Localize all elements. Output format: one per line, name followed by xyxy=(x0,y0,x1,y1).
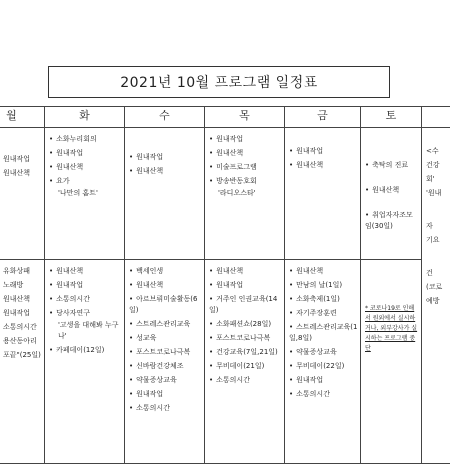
schedule-table xyxy=(0,106,450,464)
list-item: • 포스트코로나극복 xyxy=(129,347,202,358)
day-header-sat: 토 xyxy=(361,107,422,128)
cell-w1-thu xyxy=(205,128,285,260)
list-item: • 원내작업 xyxy=(289,146,358,157)
list-item: • 거주인 인권교육(14일) xyxy=(209,294,282,316)
list-item: <수 xyxy=(426,146,450,157)
list-item: • 성교육 xyxy=(129,333,202,344)
day-header-mon: 월 xyxy=(0,107,45,128)
list-item: • 무비데이(21일) xyxy=(209,361,282,372)
cell-w1-wed xyxy=(125,128,205,260)
list-item: • 원내산책 xyxy=(365,185,419,196)
cell-w2-sat xyxy=(361,260,422,464)
list-item: • 소통의시간 xyxy=(49,294,122,305)
cell-w2-wed xyxy=(125,260,205,464)
cell-w2-thu xyxy=(205,260,285,464)
title-box xyxy=(48,66,390,98)
list-item: 원내산책 xyxy=(3,294,42,305)
list-item-sub: '나만의 홈트' xyxy=(49,188,122,199)
cell-w2-tue xyxy=(45,260,125,464)
week-row-1 xyxy=(0,128,450,260)
list-item: • 방송반동호회 xyxy=(209,176,282,187)
list-item: • 원내작업 xyxy=(289,375,358,386)
list-item: • 원내작업 xyxy=(209,280,282,291)
list-item: 자 xyxy=(426,221,450,232)
list-item: • 신바람건강체조 xyxy=(129,361,202,372)
list-item: (코로 xyxy=(426,282,450,293)
list-item: 노래방 xyxy=(3,280,42,291)
cell-sun xyxy=(422,128,450,464)
week-row-2 xyxy=(0,260,450,464)
page-title: 2021년 10월 프로그램 일정표 xyxy=(120,72,318,92)
day-header-row xyxy=(0,107,450,128)
cell-w1-fri xyxy=(285,128,361,260)
list-item: • 원내산책 xyxy=(209,266,282,277)
list-item: • 축탁의 진료 xyxy=(365,160,419,171)
list-item: • 원내산책 xyxy=(49,162,122,173)
list-item: • 원내산책 xyxy=(129,280,202,291)
list-item: • 소통의시간 xyxy=(209,375,282,386)
list-item: • 소통의시간 xyxy=(289,389,358,400)
list-item: • 스트레스관리교육(1일,8일) xyxy=(289,322,358,344)
list-item: 건강 xyxy=(426,160,450,171)
cell-w1-tue xyxy=(45,128,125,260)
list-item: • 원내산책 xyxy=(289,160,358,171)
cell-w1-sat xyxy=(361,128,422,260)
list-item: • 원내작업 xyxy=(129,389,202,400)
list-item: '원내 xyxy=(426,188,450,199)
list-item: 포끝"(25일) xyxy=(3,350,42,361)
day-header-sun xyxy=(422,107,450,128)
list-item: 용산동아리 xyxy=(3,336,42,347)
day-header-fri: 금 xyxy=(285,107,361,128)
list-item: • 건강교육(7일,21일) xyxy=(209,347,282,358)
list-item: • 소화패션쇼(28일) xyxy=(209,319,282,330)
list-item: • 원내작업 xyxy=(49,280,122,291)
list-item: • 원내산책 xyxy=(129,166,202,177)
list-item: • 원내산책 xyxy=(49,266,122,277)
list-item: • 원내작업 xyxy=(129,152,202,163)
list-item: 원내작업 xyxy=(3,308,42,319)
list-item: • 자기주장훈련 xyxy=(289,308,358,319)
list-item: • 당사자연구 xyxy=(49,308,122,319)
list-item: 원내산책 xyxy=(3,168,42,179)
day-header-wed: 수 xyxy=(125,107,205,128)
list-item: • 원내산책 xyxy=(209,148,282,159)
cell-w2-mon xyxy=(0,260,45,464)
list-item: 예방 xyxy=(426,296,450,307)
list-item: • 요가 xyxy=(49,176,122,187)
list-item-sub: '라디오스타' xyxy=(209,188,282,199)
cell-w1-mon xyxy=(0,128,45,260)
list-item: 회' xyxy=(426,174,450,185)
list-item: • 미술프로그램 xyxy=(209,162,282,173)
list-item: • 무비데이(22일) xyxy=(289,361,358,372)
list-item: • 원내작업 xyxy=(209,134,282,145)
list-item: 유화상패 xyxy=(3,266,42,277)
list-item: • 원내작업 xyxy=(49,148,122,159)
list-item-sub: '고생을 대해봐 누구나' xyxy=(49,320,122,342)
cell-w2-fri xyxy=(285,260,361,464)
list-item: • 소통의시간 xyxy=(129,403,202,414)
list-item: • 약물증상교육 xyxy=(129,375,202,386)
list-item: • 약물증상교육 xyxy=(289,347,358,358)
covid-notice: * 코로나19로 인해서 원외에서 실시하거나, 외부강사가 실시하는 프로그램 중단 xyxy=(365,304,419,354)
list-item: • 스트레스관리교육 xyxy=(129,319,202,330)
list-item: • 카페데이(12일) xyxy=(49,345,122,356)
list-item: 소통의시간 xyxy=(3,322,42,333)
list-item: • 소화누리회의 xyxy=(49,134,122,145)
list-item: • 백세인생 xyxy=(129,266,202,277)
list-item: 원내작업 xyxy=(3,154,42,165)
list-item: 기요 xyxy=(426,235,450,246)
list-item: • 포스트코로나극복 xyxy=(209,333,282,344)
list-item: • 원내산책 xyxy=(289,266,358,277)
list-item: • 아르브뤼미술활동(6일) xyxy=(129,294,202,316)
list-item: • 취업자자조모임(30일) xyxy=(365,210,419,232)
list-item: • 만남의 날(1일) xyxy=(289,280,358,291)
list-item: 건 xyxy=(426,268,450,279)
list-item: • 소화축제(1일) xyxy=(289,294,358,305)
day-header-tue: 화 xyxy=(45,107,125,128)
day-header-thu: 목 xyxy=(205,107,285,128)
